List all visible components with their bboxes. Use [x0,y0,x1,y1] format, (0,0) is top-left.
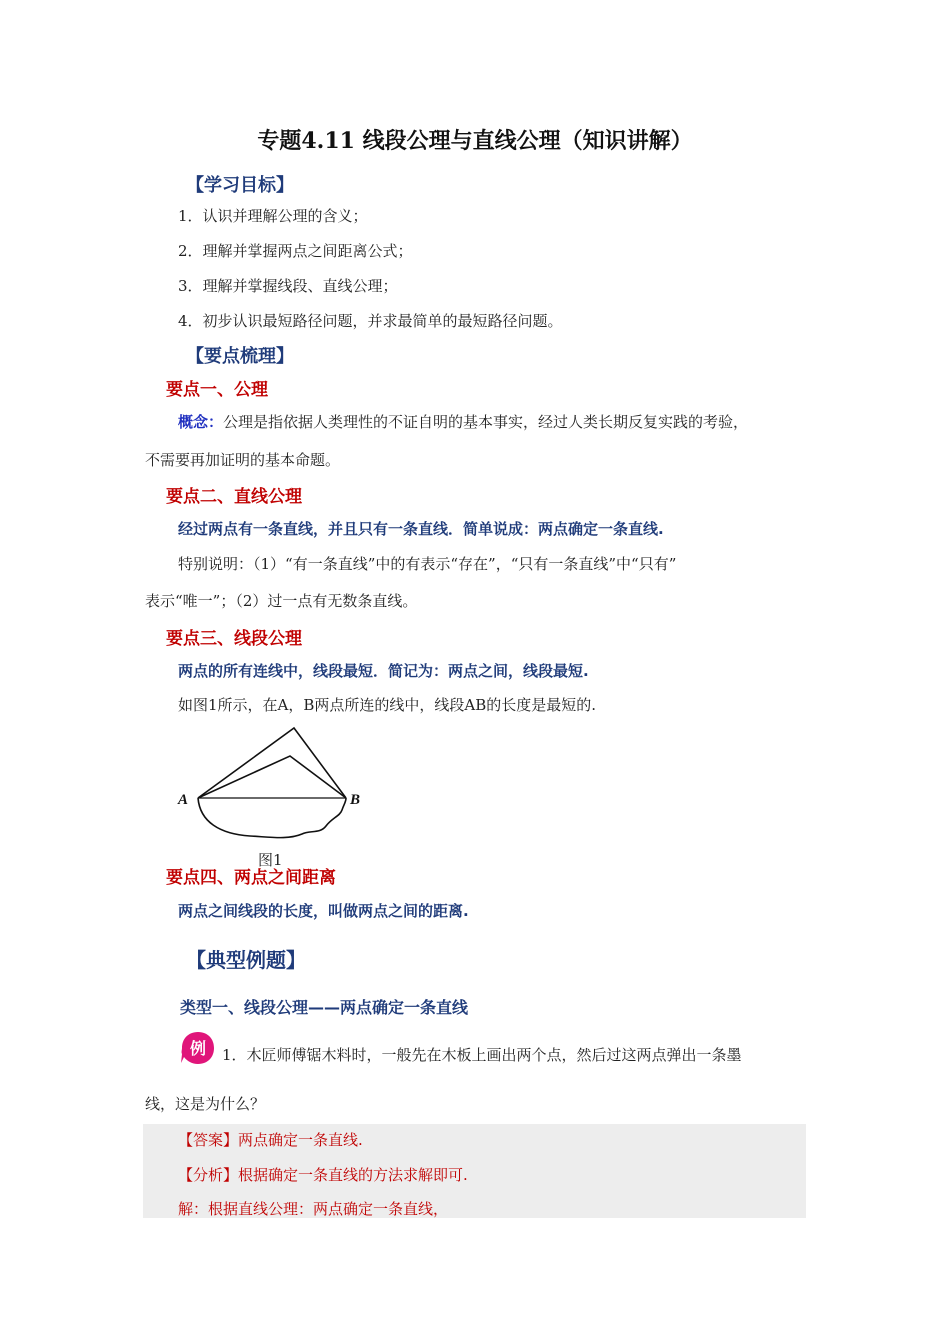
middle-path [198,756,346,798]
page-title: 专题4.11 线段公理与直线公理（知识讲解） [257,128,693,154]
line-axiom-statement: 经过两点有一条直线，并且只有一条直线．简单说成：两点确定一条直线. [178,520,664,538]
line-axiom-note-2: 表示“唯一”；（2）过一点有无数条直线。 [145,592,418,610]
point-a-label: A [178,792,189,808]
concept-paragraph [178,411,748,432]
example-badge-icon [180,1030,216,1066]
keypoints-heading: 【要点梳理】 [186,346,294,367]
solution-text: 解：根据直线公理：两点确定一条直线， [178,1200,449,1218]
keypoint-4-heading: 要点四、两点之间距离 [166,868,336,888]
question-1-line-2: 线，这是为什么？ [145,1095,266,1113]
keypoint-3-heading: 要点三、线段公理 [166,629,302,649]
goals-heading: 【学习目标】 [186,175,294,196]
examples-heading: 【典型例题】 [186,948,306,972]
question-1-line-1: 1．木匠师傅锯木料时，一般先在木板上画出两个点，然后过这两点弹出一条墨 [222,1046,742,1064]
curved-path [198,798,346,838]
keypoint-2-heading: 要点二、直线公理 [166,487,302,507]
point-b-label: B [350,792,361,808]
analysis-text: 【分析】根据确定一条直线的方法求解即可. [178,1166,468,1184]
concept-text-2: 不需要再加证明的基本命题。 [145,451,341,469]
segment-axiom-statement: 两点的所有连线中，线段最短．简记为：两点之间，线段最短. [178,662,589,680]
answer-text: 【答案】两点确定一条直线. [178,1131,363,1149]
goal-item-4: 4．初步认识最短路径问题，并求最简单的最短路径问题。 [178,312,563,330]
distance-definition: 两点之间线段的长度，叫做两点之间的距离. [178,902,469,920]
goal-item-2: 2．理解并掌握两点之间距离公式； [178,242,413,260]
keypoint-1-heading: 要点一、公理 [166,380,268,400]
line-axiom-note-1: 特别说明：（1）“有一条直线”中的有表示“存在”，“只有一条直线”中“只有” [178,555,677,573]
goal-item-1: 1．认识并理解公理的含义； [178,207,368,225]
goal-item-3: 3．理解并掌握线段、直线公理； [178,277,398,295]
example-type-1-heading: 类型一、线段公理——两点确定一条直线 [180,998,469,1017]
figure-1-diagram [170,722,370,852]
example-badge-label: 例 [189,1039,207,1058]
concept-label: 概念： [178,413,224,431]
figure-1-caption: 图1 [258,851,283,869]
concept-text-1: 公理是指依据人类理性的不证自明的基本事实，经过人类长期反复实践的考验， [223,413,749,431]
segment-axiom-text: 如图1所示，在A，B两点所连的线中，线段AB的长度是最短的. [178,696,597,714]
